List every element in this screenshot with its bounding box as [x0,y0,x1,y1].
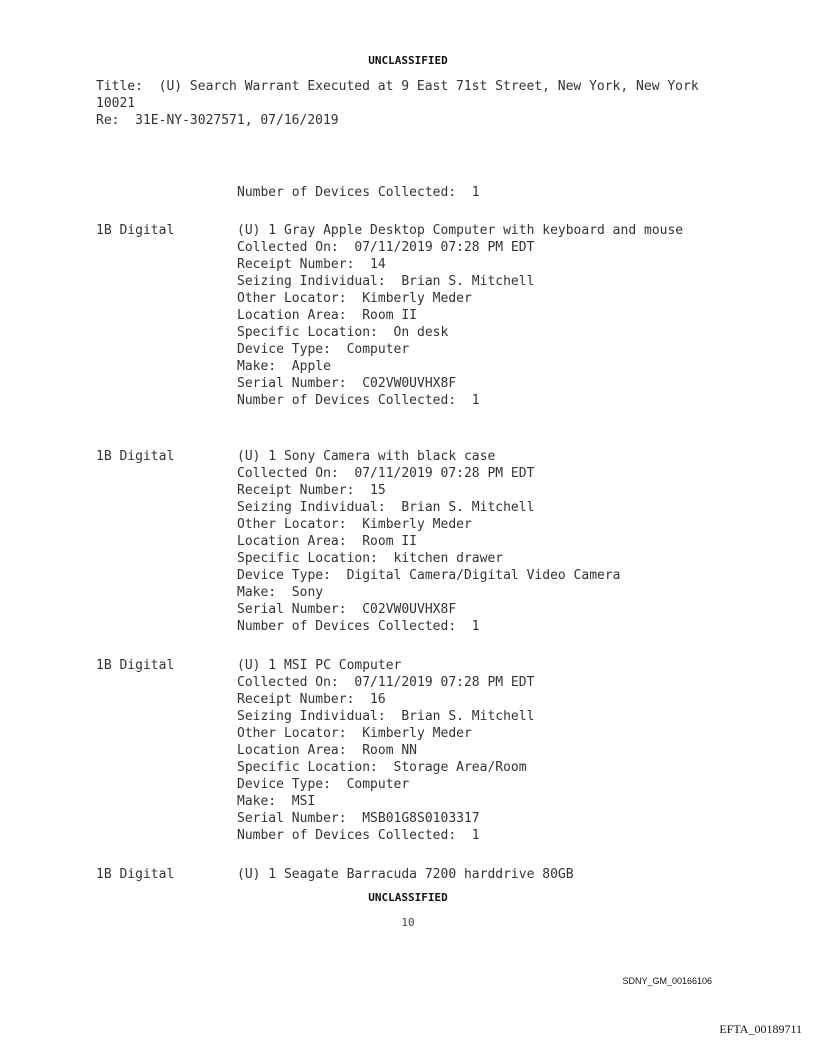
seizing-individual: Seizing Individual: Brian S. Mitchell [237,709,535,724]
item-description: (U) 1 Sony Camera with black case [237,449,496,464]
classification-banner-top: UNCLASSIFIED [368,54,448,67]
receipt-number: Receipt Number: 15 [237,483,386,498]
seizing-individual: Seizing Individual: Brian S. Mitchell [237,500,535,515]
item-description: (U) 1 Gray Apple Desktop Computer with keyboard and mouse [237,223,684,238]
device-type: Device Type: Computer [237,342,410,357]
efta-number: EFTA_00189711 [719,1022,802,1036]
other-locator: Other Locator: Kimberly Meder [237,517,472,532]
other-locator: Other Locator: Kimberly Meder [237,291,472,306]
device-type: Device Type: Digital Camera/Digital Video Camera [237,568,621,583]
entry-details [237,222,687,409]
document-header [96,78,726,129]
devices-collected: Number of Devices Collected: 1 [237,619,480,634]
make: Make: Sony [237,585,324,600]
collected-on: Collected On: 07/11/2019 07:28 PM EDT [237,675,535,690]
collected-on: Collected On: 07/11/2019 07:28 PM EDT [237,240,535,255]
location-area: Location Area: Room II [237,534,418,549]
seizing-individual: Seizing Individual: Brian S. Mitchell [237,274,535,289]
collected-on: Collected On: 07/11/2019 07:28 PM EDT [237,466,535,481]
serial-number: Serial Number: C02VW0UVHX8F [237,602,457,617]
document-title: Title: (U) Search Warrant Executed at 9 East 71st Street, New York, New York 10021 [96,79,707,111]
serial-number: Serial Number: C02VW0UVHX8F [237,376,457,391]
item-description: (U) 1 Seagate Barracuda 7200 harddrive 80GB [237,867,574,882]
specific-location: Specific Location: kitchen drawer [237,551,504,566]
make: Make: Apple [237,359,331,374]
other-locator: Other Locator: Kimberly Meder [237,726,472,741]
classification-banner-bottom: UNCLASSIFIED [368,891,448,904]
devices-collected: Number of Devices Collected: 1 [237,393,480,408]
item-description: (U) 1 MSI PC Computer [237,658,402,673]
reference-line: Re: 31E-NY-3027571, 07/16/2019 [96,113,339,128]
device-count-summary: Number of Devices Collected: 1 [237,185,480,200]
specific-location: Specific Location: Storage Area/Room [237,760,527,775]
make: Make: MSI [237,794,316,809]
page-number: 10 [401,916,415,929]
serial-number: Serial Number: MSB01G8S0103317 [237,811,480,826]
entry-details [237,448,687,635]
entry-category: 1B Digital [96,223,175,238]
location-area: Location Area: Room NN [237,743,418,758]
receipt-number: Receipt Number: 14 [237,257,386,272]
location-area: Location Area: Room II [237,308,418,323]
entry-category: 1B Digital [96,449,175,464]
receipt-number: Receipt Number: 16 [237,692,386,707]
device-type: Device Type: Computer [237,777,410,792]
devices-collected: Number of Devices Collected: 1 [237,828,480,843]
entry-details [237,657,687,844]
entry-category: 1B Digital [96,867,175,882]
bates-number: SDNY_GM_00166106 [622,976,712,986]
entry-category: 1B Digital [96,658,175,673]
specific-location: Specific Location: On desk [237,325,449,340]
entry-details [237,866,687,883]
